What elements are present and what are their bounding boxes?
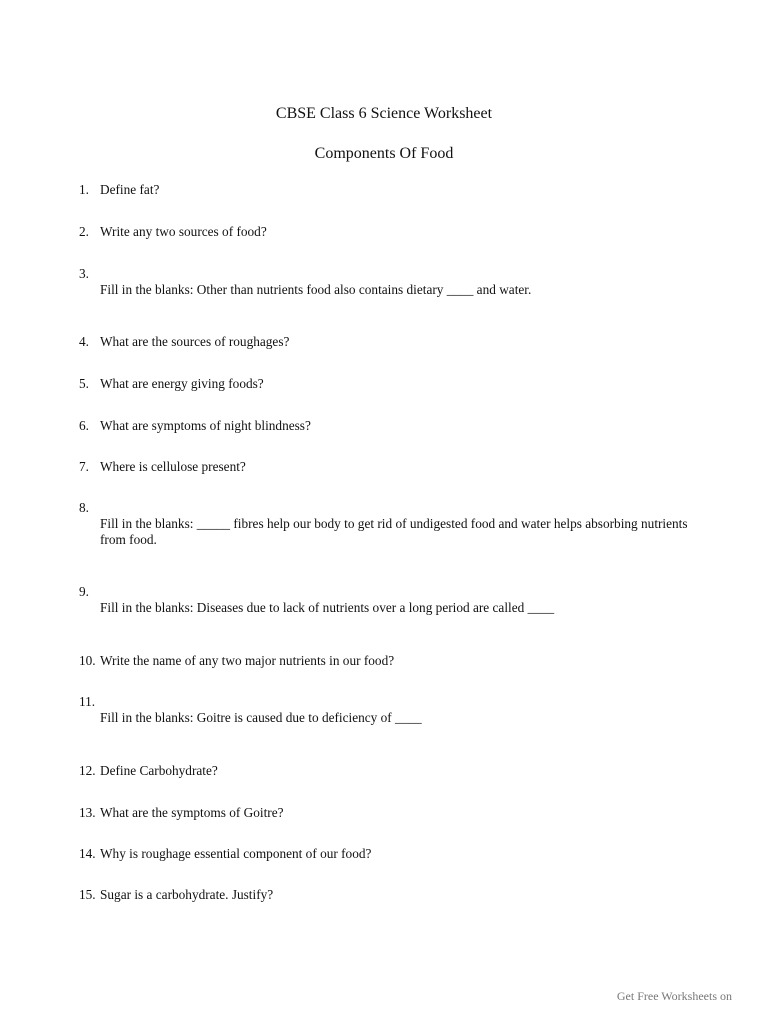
question-text: What are the symptoms of Goitre? <box>100 805 284 820</box>
question-number: 4. <box>79 334 89 349</box>
page-title: CBSE Class 6 Science Worksheet <box>275 105 493 122</box>
question-item <box>79 694 699 726</box>
question-item <box>79 763 699 779</box>
question-number: 11. <box>79 694 96 709</box>
question-item <box>79 459 699 475</box>
question-item <box>79 584 699 616</box>
question-text: What are the sources of roughages? <box>100 334 290 349</box>
question-item <box>79 334 699 350</box>
question-text: Where is cellulose present? <box>100 459 246 474</box>
question-number: 8. <box>79 500 89 515</box>
question-item <box>79 500 699 548</box>
question-number: 2. <box>79 224 89 239</box>
question-item <box>79 266 699 298</box>
question-number: 14. <box>79 846 96 861</box>
question-number: 9. <box>79 584 89 599</box>
page-subtitle: Components Of Food <box>314 145 454 162</box>
question-number: 5. <box>79 376 89 391</box>
question-number: 12. <box>79 763 96 778</box>
question-item <box>79 224 699 240</box>
question-text: Fill in the blanks: _____ fibres help our body to get rid of undigested food and water helps absorbing nutrients from food. <box>100 516 688 547</box>
question-item <box>79 805 699 821</box>
question-item <box>79 653 699 669</box>
question-number: 6. <box>79 418 89 433</box>
question-text: Define Carbohydrate? <box>100 763 218 778</box>
footer-note: Get Free Worksheets on <box>616 989 732 1003</box>
question-number: 13. <box>79 805 96 820</box>
question-item <box>79 846 699 862</box>
question-item <box>79 418 699 434</box>
question-number: 3. <box>79 266 89 281</box>
question-text: Write any two sources of food? <box>100 224 267 239</box>
question-text: Write the name of any two major nutrients in our food? <box>100 653 395 668</box>
question-number: 15. <box>79 887 96 902</box>
question-item <box>79 887 699 903</box>
question-number: 1. <box>79 182 89 197</box>
question-text: What are energy giving foods? <box>100 376 264 391</box>
question-text: Sugar is a carbohydrate. Justify? <box>100 887 274 902</box>
question-text: Define fat? <box>100 182 160 197</box>
question-item <box>79 182 699 198</box>
question-item <box>79 376 699 392</box>
question-text: Why is roughage essential component of our food? <box>100 846 372 861</box>
question-text: Fill in the blanks: Diseases due to lack of nutrients over a long period are called ____ <box>100 600 555 615</box>
question-number: 7. <box>79 459 89 474</box>
question-text: Fill in the blanks: Goitre is caused due to deficiency of ____ <box>100 710 422 725</box>
question-text: Fill in the blanks: Other than nutrients food also contains dietary ____ and water. <box>100 282 532 297</box>
question-number: 10. <box>79 653 96 668</box>
question-text: What are symptoms of night blindness? <box>100 418 311 433</box>
